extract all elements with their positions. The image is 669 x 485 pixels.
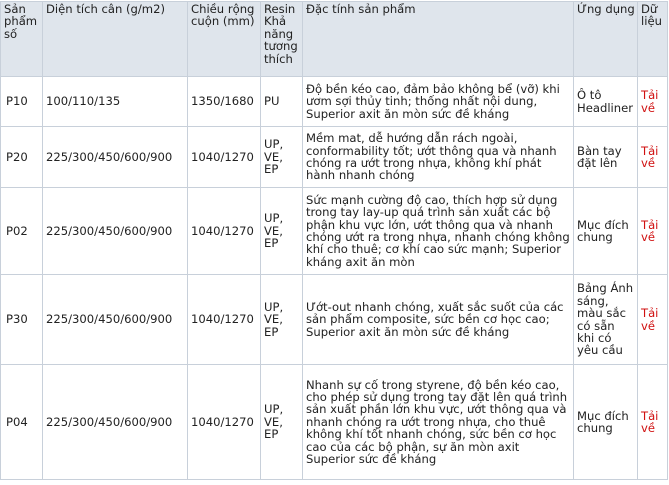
cell-data: [638, 275, 668, 365]
header-area-weight: Diện tích cân (g/m2): [43, 2, 188, 77]
header-roll-width: Chiều rộng cuộn (mm): [188, 2, 261, 77]
cell-properties: Mềm mat, dễ hướng dẫn rách ngoài, conformability tốt; ướt thông qua và nhanh chóng ra ướt trong nhựa, không khí phát hành nhanh chóng: [303, 127, 574, 188]
cell-roll-width: 1350/1680: [188, 77, 261, 127]
cell-properties: Ướt-out nhanh chóng, xuất sắc suốt của các sản phẩm composite, sức bền cơ học cao; Superior axit ăn mòn sức đề kháng: [303, 275, 574, 365]
cell-properties: Độ bền kéo cao, đảm bảo không bể (vỡ) khi ươm sợi thủy tinh; thống nhất nội dung, Superior axit ăn mòn sức đề kháng: [303, 77, 574, 127]
header-resin-compatibility: Resin Khả năng tương thích: [261, 2, 303, 77]
cell-application: Mục đích chung: [574, 365, 638, 480]
table-row: [1, 275, 668, 365]
cell-application: Ô tô Headliner: [574, 77, 638, 127]
product-specification-table: [0, 1, 668, 480]
header-product-number: Sản phẩm số: [1, 2, 43, 77]
download-link[interactable]: Tải về: [641, 306, 659, 333]
cell-resin: UP, VE, EP: [261, 127, 303, 188]
cell-data: [638, 188, 668, 275]
table-header-row: [1, 2, 668, 77]
cell-area-weight: 225/300/450/600/900: [43, 365, 188, 480]
cell-application: Bàn tay đặt lên: [574, 127, 638, 188]
cell-resin: UP, VE, EP: [261, 365, 303, 480]
cell-data: [638, 365, 668, 480]
table-row: [1, 188, 668, 275]
cell-roll-width: 1040/1270: [188, 275, 261, 365]
download-link[interactable]: Tải về: [641, 217, 659, 244]
cell-resin: UP, VE, EP: [261, 275, 303, 365]
cell-data: [638, 127, 668, 188]
cell-product-number: P20: [1, 127, 43, 188]
table-row: [1, 127, 668, 188]
cell-area-weight: 225/300/450/600/900: [43, 275, 188, 365]
header-data: Dữ liệu: [638, 2, 668, 77]
cell-area-weight: 225/300/450/600/900: [43, 188, 188, 275]
cell-resin: PU: [261, 77, 303, 127]
cell-application: Mục đích chung: [574, 188, 638, 275]
cell-resin: UP, VE, EP: [261, 188, 303, 275]
header-application: Ứng dụng: [574, 2, 638, 77]
table-row: [1, 365, 668, 480]
cell-product-number: P02: [1, 188, 43, 275]
download-link[interactable]: Tải về: [641, 88, 659, 115]
cell-product-number: P10: [1, 77, 43, 127]
cell-application: Bảng Ánh sáng, màu sắc có sẵn khi có yêu cầu: [574, 275, 638, 365]
cell-area-weight: 100/110/135: [43, 77, 188, 127]
download-link[interactable]: Tải về: [641, 408, 659, 435]
cell-roll-width: 1040/1270: [188, 188, 261, 275]
cell-properties: Sức mạnh cường độ cao, thích hợp sử dụng trong tay lay-up quá trình sản xuất các bộ phận khu vực lớn, ướt thông qua và nhanh chóng ướt ra trong nhựa, nhanh chóng không khí cho thuê; cơ khí cao sức mạnh; Superior kháng axit ăn mòn: [303, 188, 574, 275]
download-link[interactable]: Tải về: [641, 143, 659, 170]
cell-roll-width: 1040/1270: [188, 127, 261, 188]
cell-roll-width: 1040/1270: [188, 365, 261, 480]
cell-properties: Nhanh sự cố trong styrene, độ bền kéo cao, cho phép sử dụng trong tay đặt lên quá trình sản xuất phần lớn khu vực, ướt thông qua và nhanh chóng ra ướt trong nhựa, cho thuê không khí tốt nhanh chóng, sức bền cơ học cao của các bộ phận, sự ăn mòn axit Superior sức đề kháng: [303, 365, 574, 480]
cell-product-number: P30: [1, 275, 43, 365]
cell-data: [638, 77, 668, 127]
table-row: [1, 77, 668, 127]
cell-product-number: P04: [1, 365, 43, 480]
header-product-properties: Đặc tính sản phẩm: [303, 2, 574, 77]
cell-area-weight: 225/300/450/600/900: [43, 127, 188, 188]
